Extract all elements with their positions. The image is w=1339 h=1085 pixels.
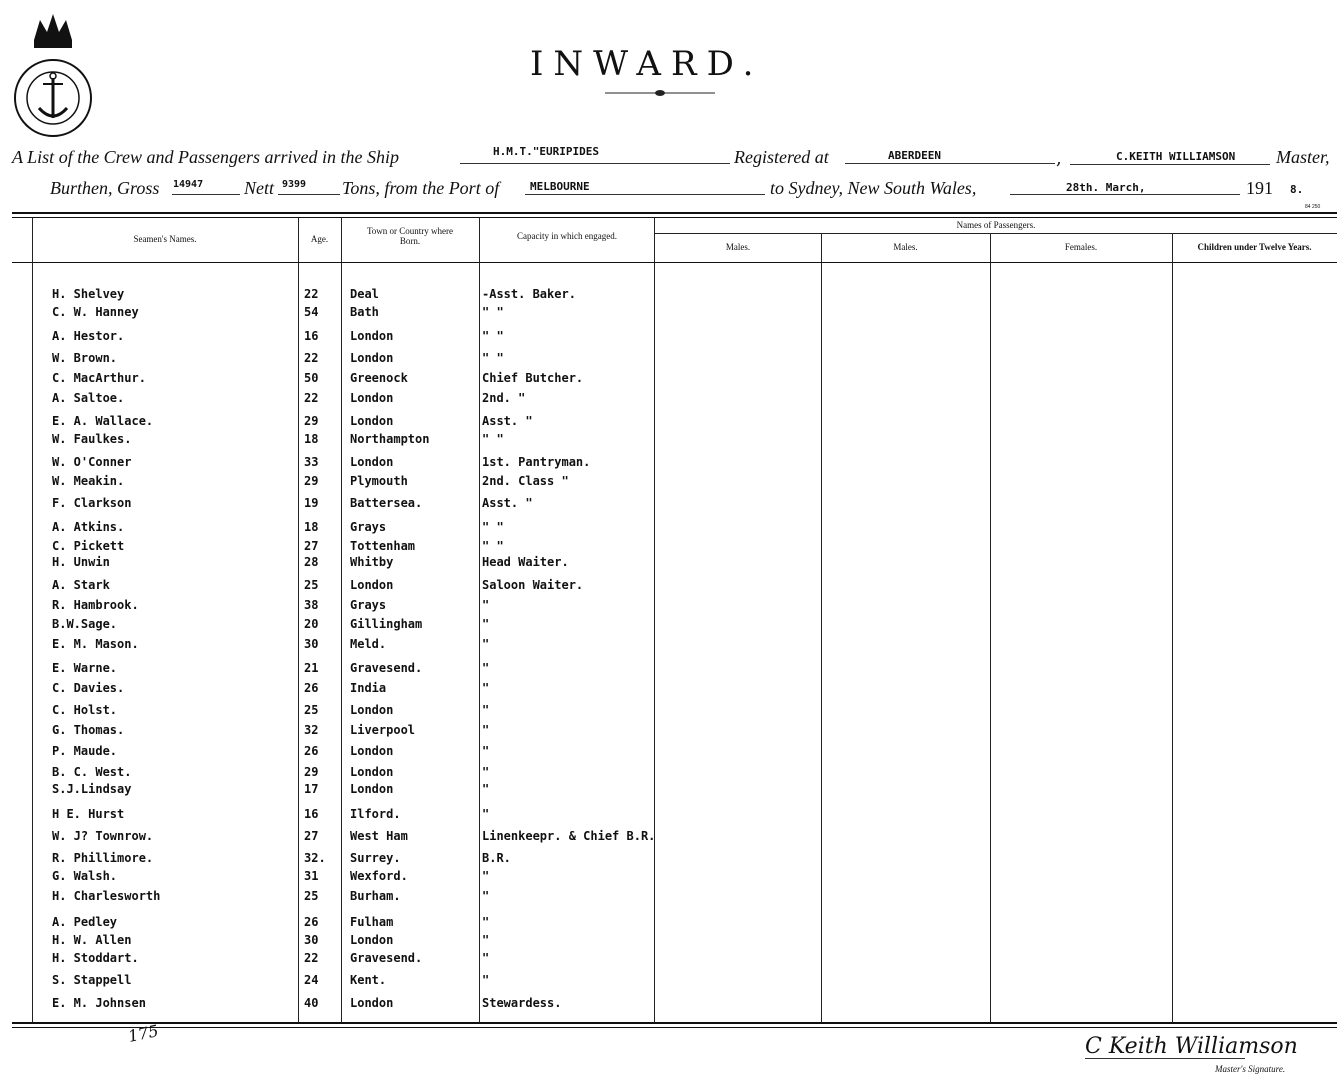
seaman-name: A. Atkins. bbox=[52, 520, 125, 534]
seaman-birthplace: Tottenham bbox=[350, 539, 416, 553]
seaman-age: 22 bbox=[304, 287, 319, 301]
seaman-capacity: " bbox=[482, 933, 490, 947]
seaman-birthplace: Meld. bbox=[350, 637, 387, 651]
seaman-capacity: Saloon Waiter. bbox=[482, 578, 584, 592]
seaman-birthplace: London bbox=[350, 578, 394, 592]
seaman-birthplace: London bbox=[350, 744, 394, 758]
seaman-age: 30 bbox=[304, 933, 319, 947]
seaman-capacity: " " bbox=[482, 305, 504, 319]
list-label: A List of the Crew and Passengers arrived in the Ship bbox=[12, 147, 399, 167]
table-top-rule bbox=[12, 212, 1337, 214]
seaman-name: A. Hestor. bbox=[52, 329, 125, 343]
seaman-name: W. Meakin. bbox=[52, 474, 125, 488]
seaman-capacity: " bbox=[482, 765, 490, 779]
seaman-capacity: " bbox=[482, 782, 490, 796]
col-town: Town or Country where Born. bbox=[366, 226, 454, 246]
seaman-birthplace: London bbox=[350, 765, 394, 779]
seaman-age: 19 bbox=[304, 496, 319, 510]
nett-tonnage: 9399 bbox=[282, 179, 307, 190]
master-signature: C Keith Williamson bbox=[1085, 1034, 1298, 1059]
seaman-name: S. Stappell bbox=[52, 973, 132, 987]
seaman-capacity: " bbox=[482, 703, 490, 717]
year-suffix: 8. bbox=[1290, 183, 1304, 196]
seaman-capacity: " " bbox=[482, 329, 504, 343]
master-name: C.KEITH WILLIAMSON bbox=[1116, 150, 1236, 163]
seaman-capacity: Linenkeepr. & Chief B.R. bbox=[482, 829, 656, 843]
seaman-capacity: " " bbox=[482, 520, 504, 534]
registered-label: Registered at bbox=[734, 147, 829, 167]
seaman-capacity: " bbox=[482, 661, 490, 675]
seaman-name: H. Stoddart. bbox=[52, 951, 139, 965]
burthen-label: Burthen, Gross bbox=[50, 178, 160, 198]
seaman-age: 25 bbox=[304, 703, 319, 717]
seaman-name: W. Brown. bbox=[52, 351, 118, 365]
seaman-capacity: " bbox=[482, 951, 490, 965]
seaman-name: H. Shelvey bbox=[52, 287, 125, 301]
seaman-birthplace: Whitby bbox=[350, 555, 394, 569]
seaman-birthplace: London bbox=[350, 391, 394, 405]
seaman-birthplace: London bbox=[350, 996, 394, 1010]
seaman-name: B. C. West. bbox=[52, 765, 132, 779]
seaman-capacity: " " bbox=[482, 351, 504, 365]
seaman-age: 29 bbox=[304, 474, 319, 488]
seaman-capacity: 1st. Pantryman. bbox=[482, 455, 591, 469]
seaman-name: B.W.Sage. bbox=[52, 617, 118, 631]
registered-port: ABERDEEN bbox=[888, 149, 941, 162]
seaman-capacity: -Asst. Baker. bbox=[482, 287, 576, 301]
seaman-age: 54 bbox=[304, 305, 319, 319]
seaman-age: 25 bbox=[304, 889, 319, 903]
seaman-birthplace: Surrey. bbox=[350, 851, 401, 865]
departure-port: MELBOURNE bbox=[530, 180, 590, 193]
seaman-age: 24 bbox=[304, 973, 319, 987]
destination-label: to Sydney, New South Wales, bbox=[770, 178, 977, 198]
seaman-name: H. W. Allen bbox=[52, 933, 132, 947]
col-males-2: Males. bbox=[893, 242, 918, 252]
tons-label: Tons, from the Port of bbox=[342, 178, 500, 198]
seaman-birthplace: Grays bbox=[350, 598, 387, 612]
seaman-name: W. J? Townrow. bbox=[52, 829, 154, 843]
seaman-birthplace: London bbox=[350, 329, 394, 343]
seaman-capacity: Chief Butcher. bbox=[482, 371, 584, 385]
seaman-capacity: " bbox=[482, 637, 490, 651]
seaman-birthplace: Gillingham bbox=[350, 617, 423, 631]
seaman-capacity: " " bbox=[482, 539, 504, 553]
seaman-capacity: 2nd. " bbox=[482, 391, 526, 405]
seaman-age: 16 bbox=[304, 807, 319, 821]
seaman-capacity: Stewardess. bbox=[482, 996, 562, 1010]
seaman-birthplace: Gravesend. bbox=[350, 951, 423, 965]
seaman-name: H. Unwin bbox=[52, 555, 110, 569]
seaman-capacity: " bbox=[482, 744, 490, 758]
seaman-birthplace: London bbox=[350, 351, 394, 365]
seaman-capacity: " bbox=[482, 807, 490, 821]
seaman-birthplace: London bbox=[350, 414, 394, 428]
seaman-name: S.J.Lindsay bbox=[52, 782, 132, 796]
seaman-age: 18 bbox=[304, 432, 319, 446]
header-bottom-rule bbox=[12, 262, 1337, 263]
seaman-name: C. Holst. bbox=[52, 703, 118, 717]
seaman-name: F. Clarkson bbox=[52, 496, 132, 510]
year-prefix: 191 bbox=[1246, 178, 1273, 198]
seaman-capacity: " bbox=[482, 617, 490, 631]
seaman-name: E. M. Mason. bbox=[52, 637, 139, 651]
col-capacity: Capacity in which engaged. bbox=[517, 231, 617, 241]
seaman-age: 25 bbox=[304, 578, 319, 592]
seaman-birthplace: London bbox=[350, 933, 394, 947]
seaman-age: 27 bbox=[304, 829, 319, 843]
col-passengers: Names of Passengers. bbox=[956, 220, 1036, 230]
seaman-name: P. Maude. bbox=[52, 744, 118, 758]
seaman-birthplace: Fulham bbox=[350, 915, 394, 929]
seaman-age: 18 bbox=[304, 520, 319, 534]
seaman-age: 26 bbox=[304, 915, 319, 929]
seaman-name: W. O'Conner bbox=[52, 455, 132, 469]
seaman-name: E. A. Wallace. bbox=[52, 414, 154, 428]
seaman-birthplace: London bbox=[350, 455, 394, 469]
col-males-1: Males. bbox=[725, 242, 751, 252]
seaman-age: 33 bbox=[304, 455, 319, 469]
seaman-name: A. Saltoe. bbox=[52, 391, 125, 405]
seaman-age: 26 bbox=[304, 744, 319, 758]
seaman-capacity: " bbox=[482, 869, 490, 883]
arrival-date: 28th. March, bbox=[1066, 181, 1146, 194]
page-title: INWARD. bbox=[530, 44, 764, 84]
title-flourish bbox=[605, 88, 715, 98]
seaman-capacity: " bbox=[482, 973, 490, 987]
seaman-age: 28 bbox=[304, 555, 319, 569]
col-age: Age. bbox=[310, 234, 329, 244]
seaman-age: 38 bbox=[304, 598, 319, 612]
seaman-birthplace: Kent. bbox=[350, 973, 387, 987]
seaman-capacity: " bbox=[482, 723, 490, 737]
seaman-name: A. Stark bbox=[52, 578, 110, 592]
seaman-birthplace: Burham. bbox=[350, 889, 401, 903]
seaman-age: 40 bbox=[304, 996, 319, 1010]
seaman-name: W. Faulkes. bbox=[52, 432, 132, 446]
seaman-birthplace: Northampton bbox=[350, 432, 430, 446]
seaman-age: 50 bbox=[304, 371, 319, 385]
seaman-age: 32. bbox=[304, 851, 326, 865]
seaman-birthplace: West Ham bbox=[350, 829, 408, 843]
seaman-name: C. W. Hanney bbox=[52, 305, 139, 319]
seaman-age: 17 bbox=[304, 782, 319, 796]
seaman-capacity: " " bbox=[482, 432, 504, 446]
seaman-capacity: " bbox=[482, 681, 490, 695]
seaman-capacity: 2nd. Class " bbox=[482, 474, 569, 488]
seaman-capacity: " bbox=[482, 915, 490, 929]
seaman-age: 22 bbox=[304, 391, 319, 405]
seaman-birthplace: Ilford. bbox=[350, 807, 401, 821]
seaman-capacity: Asst. " bbox=[482, 414, 533, 428]
seaman-age: 27 bbox=[304, 539, 319, 553]
seaman-capacity: Asst. " bbox=[482, 496, 533, 510]
col-children: Children under Twelve Years. bbox=[1197, 242, 1312, 252]
seaman-name: G. Thomas. bbox=[52, 723, 125, 737]
seaman-age: 21 bbox=[304, 661, 319, 675]
seaman-name: H E. Hurst bbox=[52, 807, 125, 821]
seaman-name: E. Warne. bbox=[52, 661, 118, 675]
seaman-birthplace: London bbox=[350, 703, 394, 717]
header-line-1 bbox=[12, 147, 399, 168]
seaman-birthplace: Deal bbox=[350, 287, 379, 301]
seaman-age: 20 bbox=[304, 617, 319, 631]
seaman-name: C. Pickett bbox=[52, 539, 125, 553]
seaman-age: 22 bbox=[304, 951, 319, 965]
seaman-age: 29 bbox=[304, 765, 319, 779]
nett-label: Nett bbox=[244, 178, 274, 198]
seaman-birthplace: Grays bbox=[350, 520, 387, 534]
seaman-capacity: " bbox=[482, 598, 490, 612]
col-females: Females. bbox=[1064, 242, 1098, 252]
seaman-name: R. Hambrook. bbox=[52, 598, 139, 612]
seaman-birthplace: Wexford. bbox=[350, 869, 408, 883]
seaman-capacity: Head Waiter. bbox=[482, 555, 569, 569]
margin-note: 175 bbox=[126, 1021, 161, 1046]
seaman-name: E. M. Johnsen bbox=[52, 996, 146, 1010]
seaman-birthplace: Plymouth bbox=[350, 474, 408, 488]
seaman-birthplace: Liverpool bbox=[350, 723, 416, 737]
seaman-birthplace: London bbox=[350, 782, 394, 796]
seaman-capacity: " bbox=[482, 889, 490, 903]
form-number: 84 250 bbox=[1305, 204, 1321, 210]
seaman-birthplace: India bbox=[350, 681, 387, 695]
seaman-age: 22 bbox=[304, 351, 319, 365]
col-names: Seamen's Names. bbox=[133, 234, 197, 244]
seaman-age: 29 bbox=[304, 414, 319, 428]
seaman-age: 32 bbox=[304, 723, 319, 737]
gross-tonnage: 14947 bbox=[173, 179, 204, 190]
seaman-capacity: B.R. bbox=[482, 851, 511, 865]
seaman-name: G. Walsh. bbox=[52, 869, 118, 883]
seaman-name: C. Davies. bbox=[52, 681, 125, 695]
seaman-birthplace: Bath bbox=[350, 305, 379, 319]
signature-caption: Master's Signature. bbox=[1215, 1064, 1286, 1074]
seaman-name: A. Pedley bbox=[52, 915, 118, 929]
seaman-birthplace: Gravesend. bbox=[350, 661, 423, 675]
table-bottom-rule bbox=[12, 1022, 1337, 1024]
seaman-name: H. Charlesworth bbox=[52, 889, 161, 903]
seaman-name: R. Phillimore. bbox=[52, 851, 154, 865]
seaman-age: 26 bbox=[304, 681, 319, 695]
seaman-birthplace: Greenock bbox=[350, 371, 408, 385]
ship-name: H.M.T."EURIPIDES bbox=[493, 145, 599, 158]
seaman-age: 16 bbox=[304, 329, 319, 343]
seaman-age: 31 bbox=[304, 869, 319, 883]
master-label: Master, bbox=[1276, 147, 1330, 167]
seaman-age: 30 bbox=[304, 637, 319, 651]
crown-anchor-seal-icon bbox=[12, 10, 94, 140]
seaman-name: C. MacArthur. bbox=[52, 371, 146, 385]
seaman-birthplace: Battersea. bbox=[350, 496, 423, 510]
